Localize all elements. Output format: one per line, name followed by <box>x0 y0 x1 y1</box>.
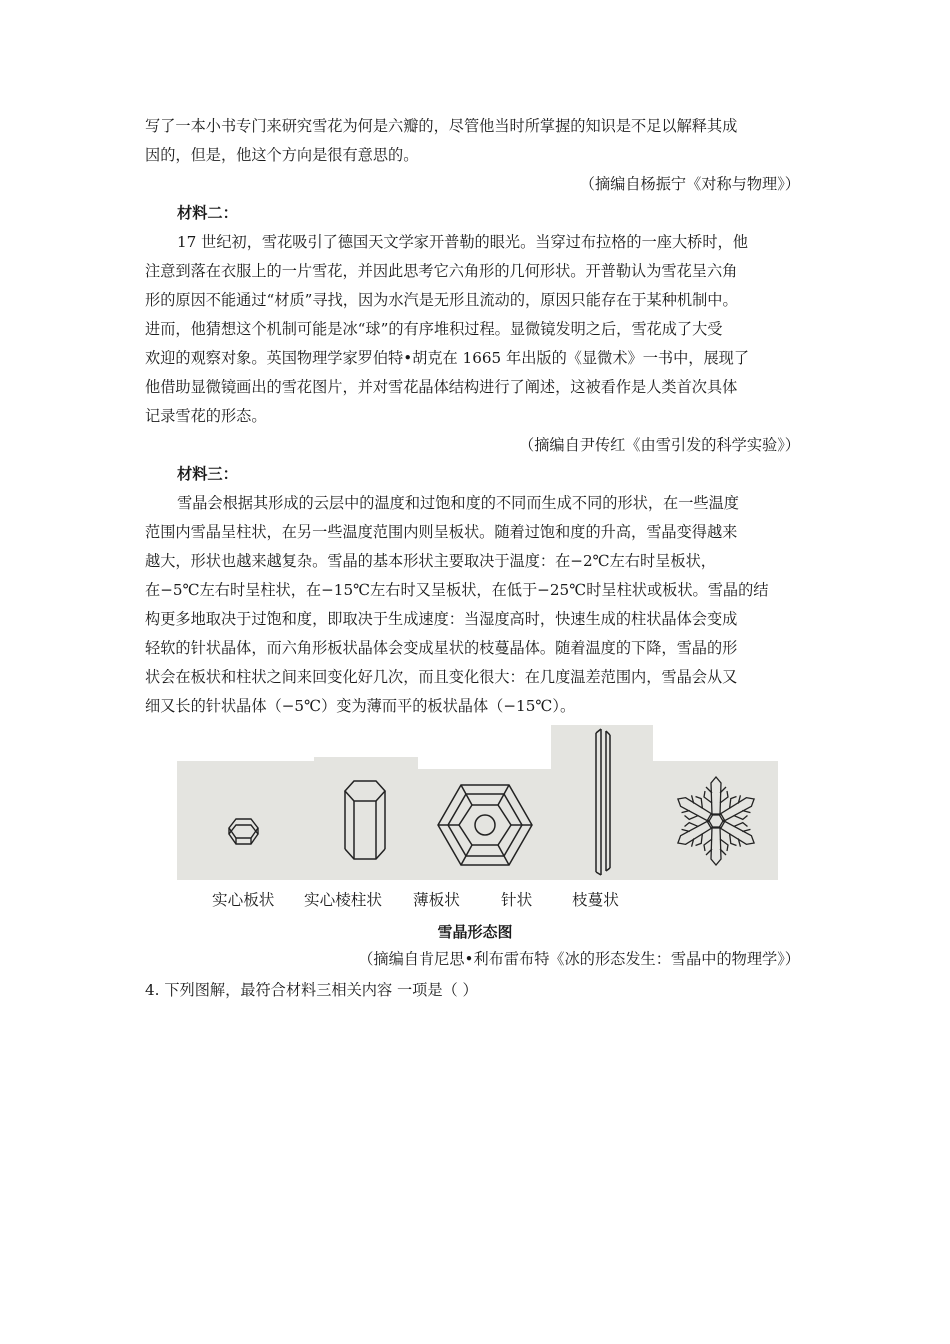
source-citation: （摘编自肯尼思•利布雷布特《冰的形态发生：雪晶中的物理学》） <box>358 950 800 968</box>
paragraph-line: 越大，形状也越来越复杂。雪晶的基本形状主要取决于温度：在−2℃左右时呈板状， <box>145 552 716 570</box>
figure-caption: 实心棱柱状 <box>304 891 382 909</box>
paragraph-line: 轻软的针状晶体，而六角形板状晶体会变成星状的枝蔓晶体。随着温度的下降，雪晶的形 <box>145 639 738 657</box>
paragraph-line: 进而，他猜想这个机制可能是冰“球”的有序堆积过程。显微镜发明之后，雪花成了大受 <box>145 320 723 338</box>
dendrite-crystal-image <box>653 761 778 880</box>
paragraph-line: 在−5℃左右时呈柱状，在−15℃左右时又呈板状，在低于−25℃时呈柱状或板状。雪晶的结 <box>145 581 769 599</box>
question-stem: 4. 下列图解，最符合材料三相关内容 一项是（ ） <box>145 981 478 999</box>
source-citation: （摘编自杨振宁《对称与物理》） <box>579 175 800 193</box>
figure-caption: 实心板状 <box>212 891 275 909</box>
paragraph-line: 构更多地取决于过饱和度，即取决于生成速度：当湿度高时，快速生成的柱状晶体会变成 <box>145 610 738 628</box>
paragraph-line: 雪晶会根据其形成的云层中的温度和过饱和度的不同而生成不同的形状，在一些温度 <box>177 494 739 512</box>
source-citation: （摘编自尹传红《由雪引发的科学实验》） <box>519 436 800 454</box>
paragraph-line: 范围内雪晶呈柱状，在另一些温度范围内则呈板状。随着过饱和度的升高，雪晶变得越来 <box>145 523 738 541</box>
paragraph-line: 记录雪花的形态。 <box>145 407 267 425</box>
paragraph-line: 状会在板状和柱状之间来回变化好几次，而且变化很大：在几度温差范围内，雪晶会从又 <box>145 668 738 686</box>
material-heading: 材料二： <box>177 204 238 222</box>
paragraph-line: 形的原因不能通过“材质”寻找，因为水汽是无形且流动的，原因只能存在于某种机制中。 <box>145 291 738 309</box>
paragraph-line: 注意到落在衣服上的一片雪花，并因此思考它六角形的几何形状。开普勒认为雪花呈六角 <box>145 262 738 280</box>
intro-line: 写了一本小书专门来研究雪花为何是六瓣的，尽管他当时所掌握的知识是不足以解释其成 <box>145 117 738 135</box>
figure-title: 雪晶形态图 <box>437 923 513 941</box>
paragraph-line: 欢迎的观察对象。英国物理学家罗伯特•胡克在 1665 年出版的《显微术》一书中，展现了 <box>145 349 750 367</box>
paragraph-line: 他借助显微镜画出的雪花图片，并对雪花晶体结构进行了阐述，这被看作是人类首次具体 <box>145 378 738 396</box>
needle-crystal-image <box>551 725 653 880</box>
figure-caption: 针状 <box>501 891 533 909</box>
thin-plate-crystal-image <box>418 769 551 880</box>
paragraph-line: 17 世纪初，雪花吸引了德国天文学家开普勒的眼光。当穿过布拉格的一座大桥时，他 <box>177 233 748 251</box>
intro-line: 因的，但是，他这个方向是很有意思的。 <box>145 146 419 164</box>
solid-plate-crystal-image <box>177 761 314 880</box>
solid-prism-crystal-image <box>314 757 418 880</box>
paragraph-line: 细又长的针状晶体（−5℃）变为薄而平的板状晶体（−15℃）。 <box>145 697 576 715</box>
figure-caption: 薄板状 <box>413 891 460 909</box>
material-heading: 材料三： <box>177 465 238 483</box>
figure-caption: 枝蔓状 <box>572 891 619 909</box>
